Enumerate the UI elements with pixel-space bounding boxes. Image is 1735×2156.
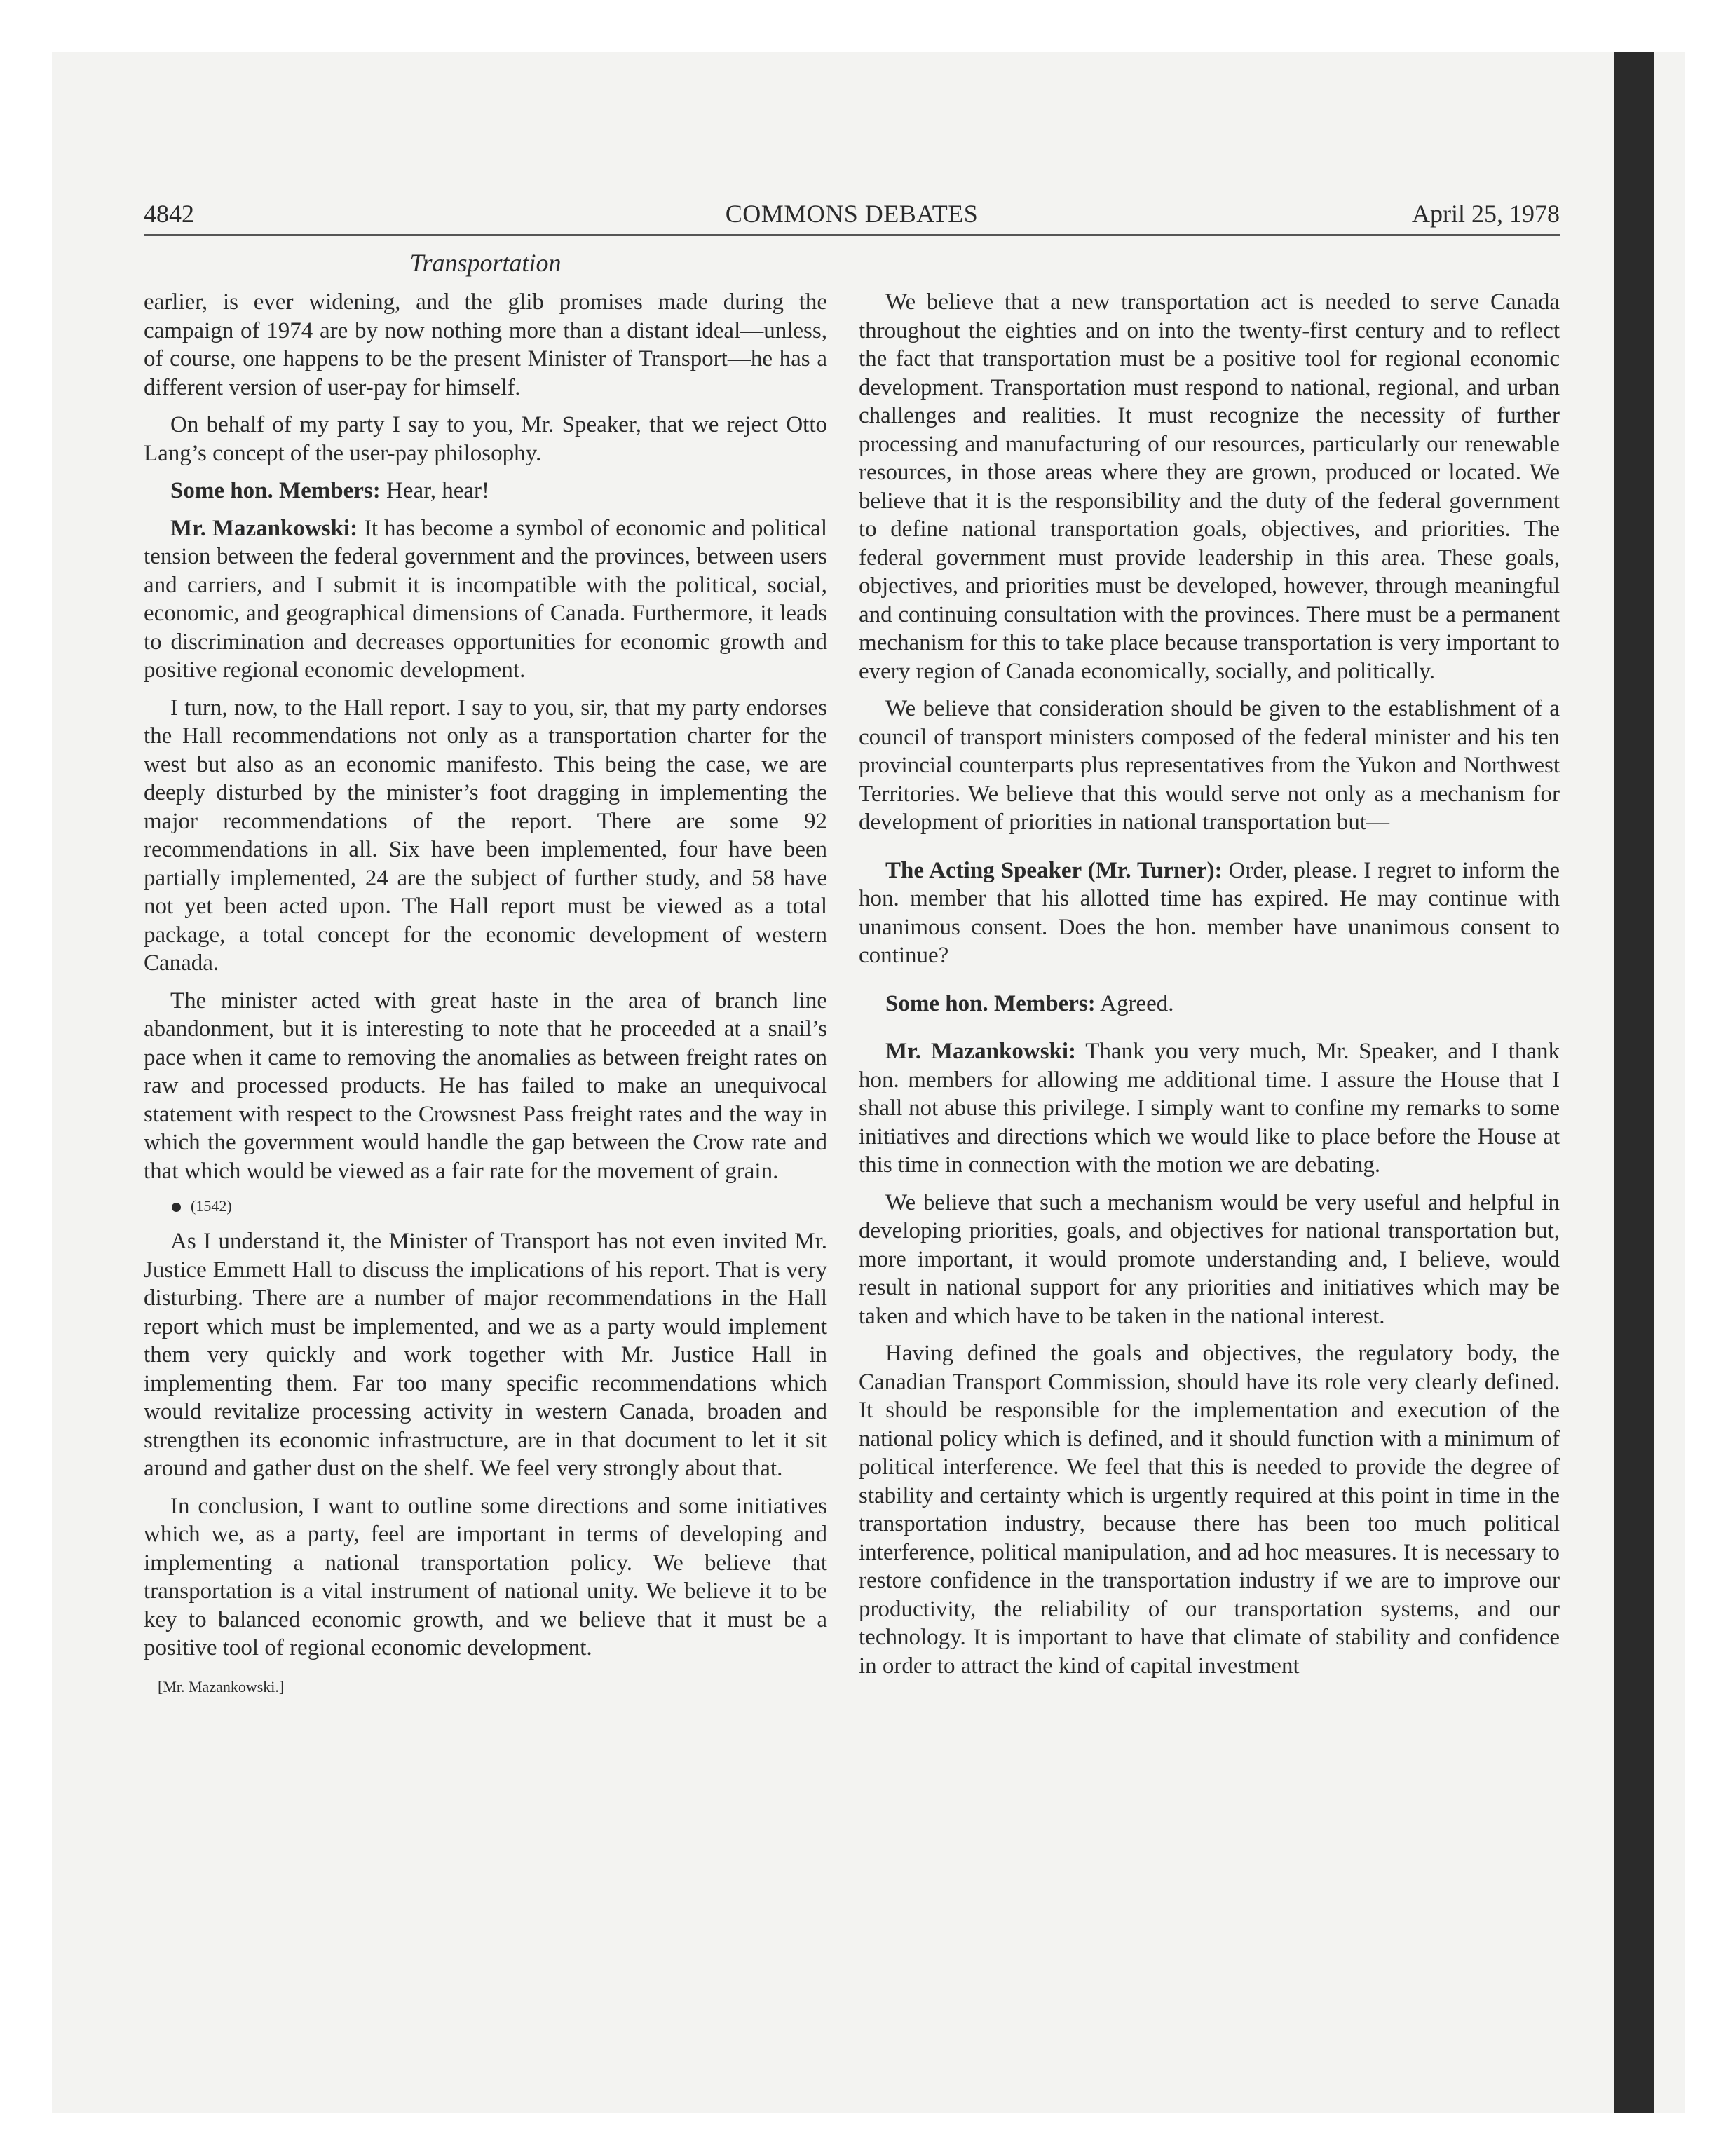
time-marker-text: (1542): [191, 1197, 232, 1215]
speaker-attribution: [Mr. Mazankowski.]: [158, 1677, 285, 1696]
page-number: 4842: [144, 200, 194, 228]
speech-paragraph: [144, 477, 827, 505]
bullet-icon: [172, 1203, 181, 1212]
speech-text: Thank you very much, Mr. Speaker, and I thank hon. members for allowing me additional time. I assure the House that I shall not abuse this privilege. I simply want to confine my remarks to some initiatives and directions which we would like to place before the House at this time in connection with the motion we are debating.: [859, 1039, 1560, 1178]
binding-edge: [1614, 52, 1654, 2113]
header-date: April 25, 1978: [1412, 200, 1560, 228]
journal-title: COMMONS DEBATES: [725, 200, 979, 228]
speech-text: Agreed.: [1095, 990, 1174, 1016]
speech-text: It has become a symbol of economic and political tension between the federal government and the provinces, between users and carriers, and I submit it is incompatible with the political, social, economic, and geographical dimensions of Canada. Furthermore, it leads to discrimination and decreases opportunities for economic growth and positive regional economic development.: [144, 515, 828, 683]
speaker-name: Mr. Mazankowski:: [170, 515, 358, 541]
speech-text: Order, please. I regret to inform the hon. member that his allotted time has expired. He may continue with unanimous consent. Does the hon. member have unanimous consent to continue?: [859, 857, 1560, 968]
speech-paragraph: [144, 514, 827, 685]
right-column: [859, 288, 1560, 1689]
speaker-name: The Acting Speaker (Mr. Turner):: [885, 857, 1223, 883]
paragraph: We believe that consideration should be given to the establishment of a council of transport ministers composed of the federal minister and his ten provincial counterparts plus representatives from the Yukon and Northwest Territories. We believe that this would serve not only as a mechanism for development of priorities in national transportation but—: [859, 696, 1560, 835]
paragraph: We believe that such a mechanism would be very useful and helpful in developing priorities, goals, and objectives for national transportation but, more important, it would promote understanding and, I believe, would result in national support for any priorities and initiatives which may be taken and which have to be taken in the national interest.: [859, 1189, 1560, 1329]
paragraph: I turn, now, to the Hall report. I say to you, sir, that my party endorses the Hall recommendations not only as a transportation charter for the west but also as an economic manifesto. This being the case, we are deeply disturbed by the minister’s foot dragging in implementing the major recommendations of the report. There are some 92 recommendations in all. Six have been implemented, four have been partially implemented, 24 are the subject of further study, and 58 have not yet been acted upon. The Hall report must be viewed as a total package, a total concept for the economic development of western Canada.: [144, 695, 827, 976]
speaker-name: Some hon. Members:: [170, 478, 381, 503]
speech-text: Hear, hear!: [380, 478, 490, 503]
time-marker: [144, 1194, 827, 1218]
paragraph: Having defined the goals and objectives, the regulatory body, the Canadian Transport Commission, should have its role very clearly defined. It should be responsible for the implementation and execution of the national policy which is defined, and it should function with a minimum of political interference. We feel that this is needed to provide the degree of stability and certainty which is urgently required at this point in time in the transportation industry, because there has been too much political interference, political manipulation, and ad hoc measures. It is necessary to restore confidence in the transportation industry if we are to improve our productivity, the reliability of our transportation systems, and our technology. It is important to have that climate of stability and confidence in order to attract the kind of capital investment: [859, 1341, 1560, 1679]
paragraph: On behalf of my party I say to you, Mr. Speaker, that we reject Otto Lang’s concept of the user-pay philosophy.: [144, 412, 827, 466]
paragraph: earlier, is ever widening, and the glib promises made during the campaign of 1974 are by now nothing more than a distant ideal—unless, of course, one happens to be the present Minister of Transport—he has a different version of user-pay for himself.: [144, 289, 827, 400]
running-header: [144, 198, 1560, 236]
left-column: [144, 288, 827, 1698]
paragraph: As I understand it, the Minister of Transport has not even invited Mr. Justice Emmett Hall to discuss the implications of his report. That is very disturbing. There are a number of major recommendations in the Hall report which must be implemented, and we as a party would implement them very quickly and work together with Mr. Justice Hall in implementing them. Far too many specific recommendations which would revitalize processing activity in western Canada, broaden and strengthen its economic infrastructure, are in that document to let it sit around and gather dust on the shelf. We feel very strongly about that.: [144, 1229, 827, 1481]
speaker-name: Mr. Mazankowski:: [885, 1039, 1077, 1064]
speech-paragraph: [859, 990, 1560, 1018]
paragraph: We believe that a new transportation act is needed to serve Canada throughout the eighties and on into the twenty-first century and to reflect the fact that transportation must be a positive tool for regional economic development. Transportation must respond to national, regional, and urban challenges and realities. It must recognize the necessity of further processing and manufacturing of our resources, particularly our renewable resources, in those areas where they are grown, produced or located. We believe that it is the responsibility and the duty of the federal government to define national transportation goals, objectives, and priorities. The federal government must provide leadership in this area. These goals, objectives, and priorities must be developed, however, through meaningful and continuing consultation with the provinces. There must be a permanent mechanism for this to take place because transportation is very important to every region of Canada economically, socially, and politically.: [859, 289, 1560, 684]
paragraph: The minister acted with great haste in the area of branch line abandonment, but it is interesting to note that he proceeded at a snail’s pace when it came to removing the anomalies as between freight rates on raw and processed products. He has failed to make an unequivocal statement with respect to the Crowsnest Pass freight rates and the way in which the government would handle the gap between the Crow rate and that which would be viewed as a fair rate for the movement of grain.: [144, 988, 827, 1184]
speech-paragraph: [859, 1037, 1560, 1180]
section-title: Transportation: [409, 249, 562, 277]
speaker-name: Some hon. Members:: [885, 990, 1096, 1016]
paragraph: In conclusion, I want to outline some directions and some initiatives which we, as a party, feel are important in terms of developing and implementing a national transportation policy. We believe that transportation is a vital instrument of national unity. We believe it to be key to balanced economic growth, and we believe that it must be a positive tool of regional economic development.: [144, 1493, 827, 1660]
speech-paragraph: [859, 857, 1560, 970]
